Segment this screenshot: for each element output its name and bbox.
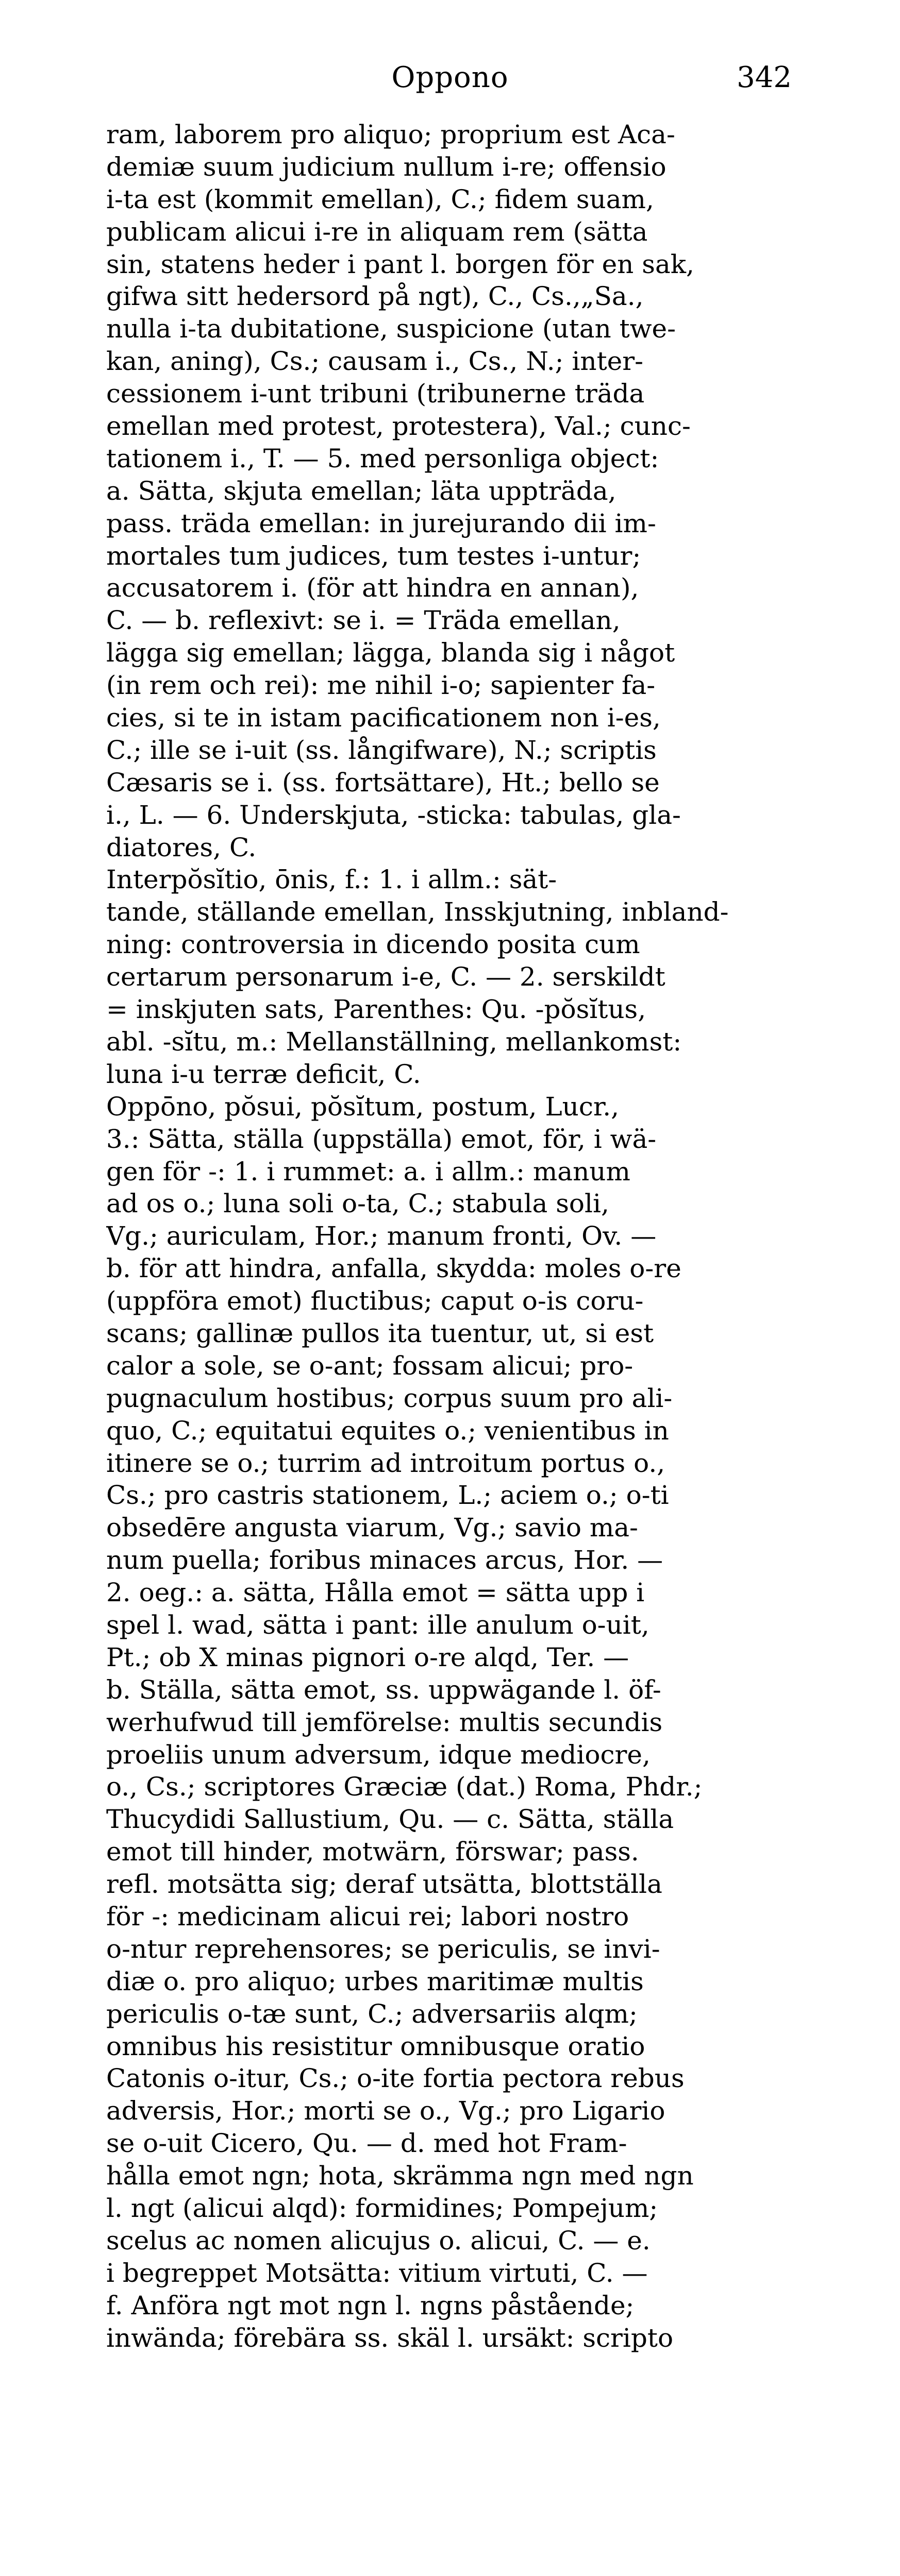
text-line: refl. motsätta sig; deraf utsätta, blottställa	[106, 1869, 662, 1900]
page-header	[108, 61, 792, 102]
text-line: Cs.; pro castris stationem, L.; aciem o.; o-ti	[106, 1480, 669, 1511]
text-line: diæ o. pro aliquo; urbes maritimæ multis	[106, 1966, 644, 1996]
text-line: emot till hinder, motwärn, förswar; pass.	[106, 1837, 639, 1867]
text-line: o-ntur reprehensores; se periculis, se invi-	[106, 1934, 660, 1964]
text-line: adversis, Hor.; morti se o., Vg.; pro Ligario	[106, 2096, 665, 2126]
text-line: a. Sätta, skjuta emellan; läta uppträda,	[106, 476, 616, 506]
text-line: b. Ställa, sätta emot, ss. uppwägande l. öf-	[106, 1674, 661, 1705]
text-line: se o-uit Cicero, Qu. — d. med hot Fram-	[106, 2128, 627, 2159]
text-line: pugnaculum hostibus; corpus suum pro ali-	[106, 1383, 673, 1413]
text-line: gifwa sitt hedersord på ngt), C., Cs.,„Sa.,	[106, 281, 644, 312]
text-line: emellan med protest, protestera), Val.; cunc-	[106, 411, 691, 442]
text-line: spel l. wad, sätta i pant: ille anulum o-uit,	[106, 1609, 649, 1640]
text-line: C. — b. reflexivt: se i. = Träda emellan,	[106, 605, 621, 636]
text-line: i-ta est (kommit emellan), C.; fidem suam,	[106, 184, 654, 214]
text-line: scans; gallinæ pullos ita tuentur, ut, si est	[106, 1318, 654, 1348]
text-line: tationem i., T. — 5. med personliga object:	[106, 443, 659, 473]
text-line: (uppföra emot) fluctibus; caput o-is coru-	[106, 1286, 644, 1316]
text-line: (in rem och rei): me nihil i-o; sapienter fa-	[106, 670, 656, 701]
text-line: i begreppet Motsätta: vitium virtuti, C. —	[106, 2258, 648, 2288]
text-line: certarum personarum i-e, C. — 2. serskildt	[106, 962, 665, 992]
text-line: C.; ille se i-uit (ss. långifware), N.; scriptis	[106, 735, 657, 765]
text-line: Interpŏsĭtio, ōnis, f.: 1. i allm.: sät-	[106, 865, 557, 895]
text-line: l. ngt (alicui alqd): formidines; Pompejum;	[106, 2193, 658, 2223]
text-line: calor a sole, se o-ant; fossam alicui; pro-	[106, 1350, 634, 1381]
text-line: gen för -: 1. i rummet: a. i allm.: manum	[106, 1156, 630, 1187]
text-line: ram, laborem pro aliquo; proprium est Aca-	[106, 120, 675, 149]
text-line: 2. oeg.: a. sätta, Hålla emot = sätta upp i	[106, 1578, 645, 1608]
text-line: itinere se o.; turrim ad introitum portus o.,	[106, 1448, 665, 1478]
text-line: luna i-u terræ deficit, C.	[106, 1059, 421, 1089]
text-line: sin, statens heder i pant l. borgen för en sak,	[106, 249, 694, 279]
text-line: för -: medicinam alicui rei; labori nostro	[106, 1901, 629, 1931]
page-number: 342	[737, 61, 792, 94]
text-line: inwända; förebära ss. skäl l. ursäkt: scripto	[106, 2323, 674, 2353]
text-line: proeliis unum adversum, idque mediocre,	[106, 1739, 651, 1770]
text-line: ad os o.; luna soli o-ta, C.; stabula soli,	[106, 1189, 609, 1219]
text-line: 3.: Sätta, ställa (uppställa) emot, för, i wä-	[106, 1124, 657, 1154]
dictionary-column	[106, 118, 797, 2354]
text-line: Thucydidi Sallustium, Qu. — c. Sätta, ställa	[106, 1804, 674, 1835]
text-line: abl. -sĭtu, m.: Mellanställning, mellankomst:	[106, 1026, 682, 1057]
text-line: lägga sig emellan; lägga, blanda sig i något	[106, 638, 675, 668]
text-line: quo, C.; equitatui equites o.; venientibus in	[106, 1415, 669, 1446]
text-line: mortales tum judices, tum testes i-untur;	[106, 540, 641, 571]
text-line: tande, ställande emellan, Insskjutning, inbland-	[106, 897, 729, 927]
text-line: Pt.; ob X minas pignori o-re alqd, Ter. —	[106, 1642, 629, 1672]
text-line: cessionem i-unt tribuni (tribunerne träda	[106, 379, 645, 409]
text-line: kan, aning), Cs.; causam i., Cs., N.; inter-	[106, 346, 644, 377]
text-line: b. för att hindra, anfalla, skydda: moles o-re	[106, 1253, 681, 1284]
text-line: ning: controversia in dicendo posita cum	[106, 929, 640, 960]
text-line: = inskjuten sats, Parenthes: Qu. -pŏsĭtus,	[106, 994, 646, 1025]
text-line: omnibus his resistitur omnibusque oratio	[106, 2031, 645, 2061]
text-line: Oppōno, pŏsui, pŏsĭtum, postum, Lucr.,	[106, 1091, 620, 1122]
text-line: diatores, C.	[106, 832, 257, 862]
text-line: cies, si te in istam pacificationem non i-es,	[106, 703, 661, 733]
text-line: Catonis o-itur, Cs.; o-ite fortia pectora rebus	[106, 2063, 685, 2094]
text-line: f. Anföra ngt mot ngn l. ngns påstående;	[106, 2290, 635, 2320]
text-line: werhufwud till jemförelse: multis secundis	[106, 1707, 663, 1737]
text-line: obsedēre angusta viarum, Vg.; savio ma-	[106, 1513, 638, 1543]
text-line: demiæ suum judicium nullum i-re; offensio	[106, 151, 666, 182]
text-line: nulla i-ta dubitatione, suspicione (utan twe-	[106, 314, 676, 344]
text-line: i., L. — 6. Underskjuta, -sticka: tabulas, gla-	[106, 800, 681, 830]
text-line: accusatorem i. (för att hindra en annan),	[106, 573, 639, 603]
text-line: pass. träda emellan: in jurejurando dii im-	[106, 508, 656, 538]
text-line: Cæsaris se i. (ss. fortsättare), Ht.; bello se	[106, 767, 660, 798]
text-line: Vg.; auriculam, Hor.; manum fronti, Ov. —	[106, 1221, 657, 1251]
text-line: num puella; foribus minaces arcus, Hor. —	[106, 1545, 663, 1575]
running-head: Oppono	[391, 61, 509, 94]
text-line: o., Cs.; scriptores Græciæ (dat.) Roma, Phdr.;	[106, 1772, 703, 1802]
text-line: hålla emot ngn; hota, skrämma ngn med ngn	[106, 2161, 694, 2191]
text-line: publicam alicui i-re in aliquam rem (sätta	[106, 216, 648, 247]
text-line: periculis o-tæ sunt, C.; adversariis alqm;	[106, 1998, 638, 2029]
text-line: scelus ac nomen alicujus o. alicui, C. — e.	[106, 2225, 651, 2256]
